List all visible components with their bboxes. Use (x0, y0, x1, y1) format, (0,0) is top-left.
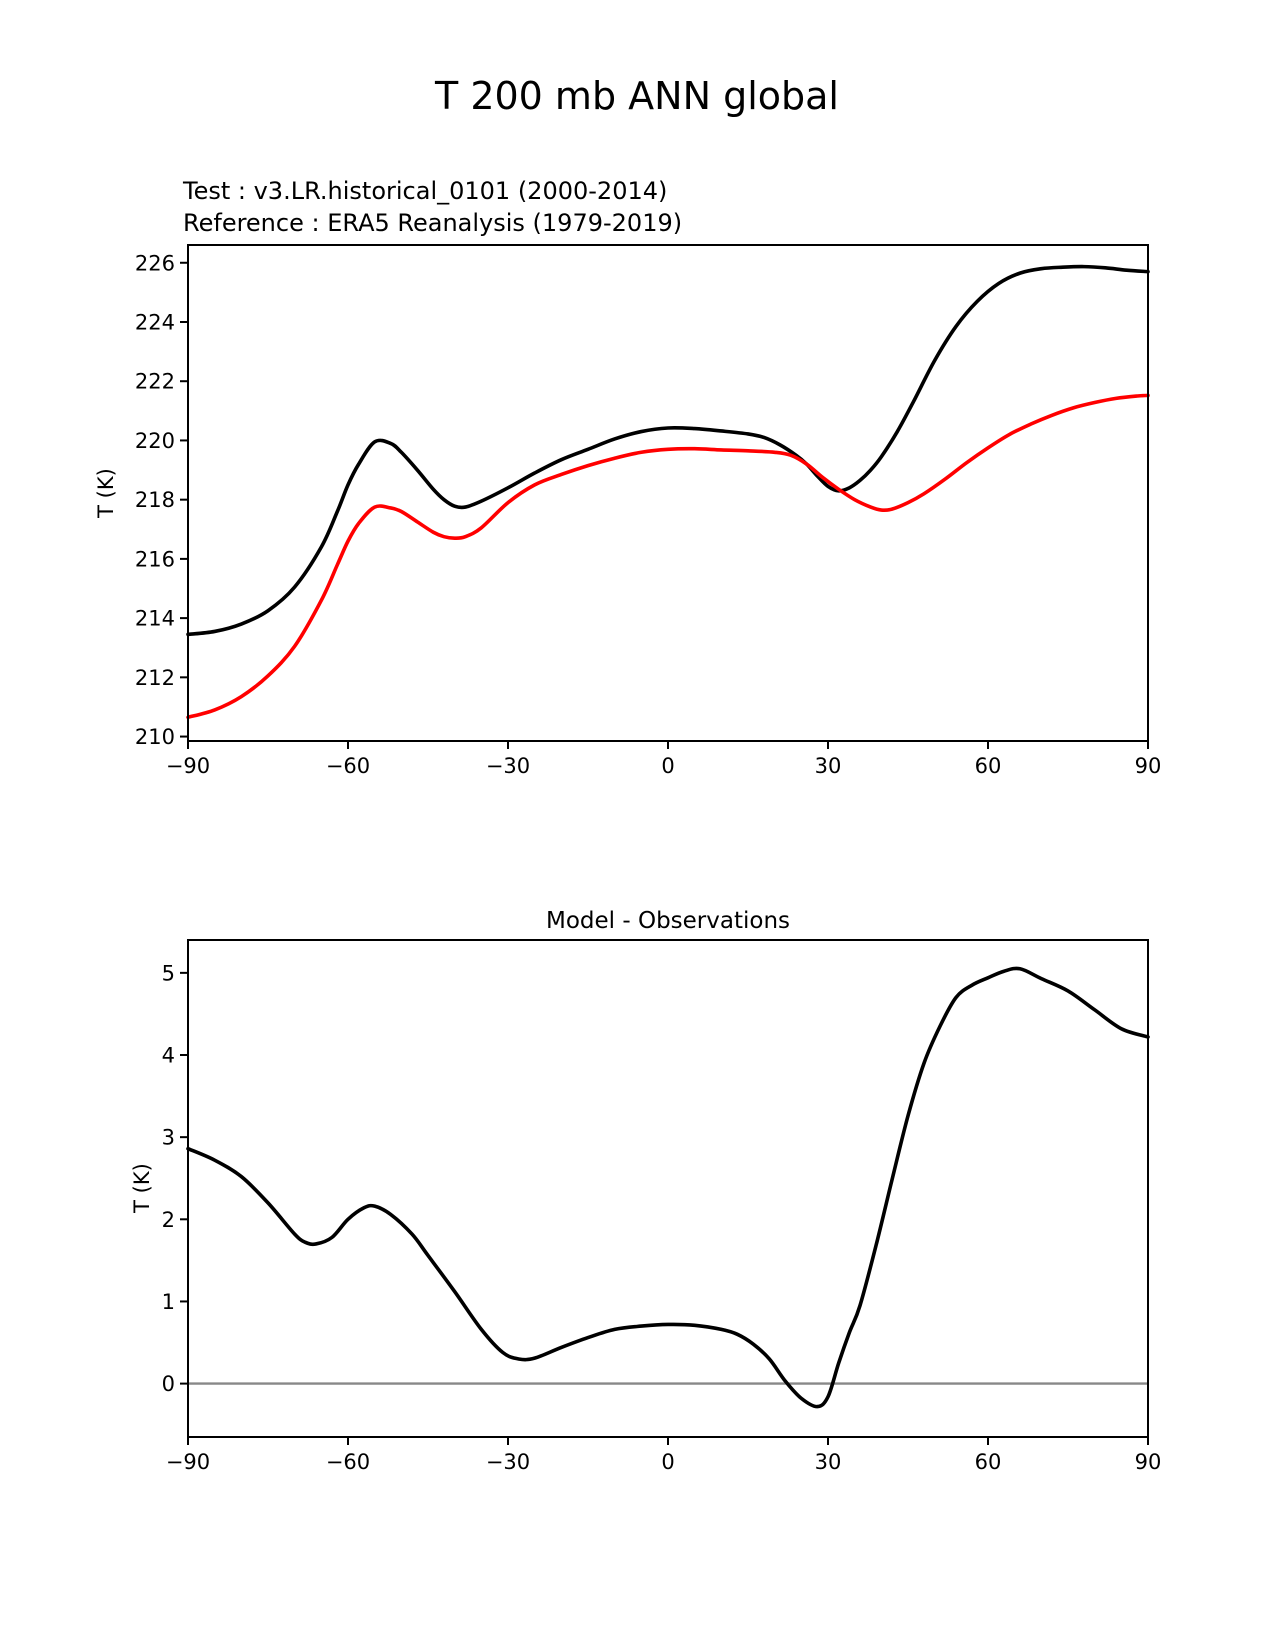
axes-frame (188, 940, 1148, 1437)
y-tick-label: 210 (134, 725, 175, 750)
y-tick-label: 218 (134, 488, 175, 513)
x-tick-label: 0 (661, 1450, 675, 1474)
y-tick-label: 0 (161, 1372, 175, 1397)
x-tick-label: −90 (165, 1450, 211, 1474)
legend-reference-label: Reference : ERA5 Reanalysis (1979-2019) (183, 209, 683, 237)
top-chart-plot-area (135, 245, 1161, 778)
x-tick-label: 30 (814, 754, 842, 778)
top-chart-ylabel: T (K) (94, 468, 118, 518)
x-tick-label: −90 (165, 754, 211, 778)
y-tick-label: 3 (161, 1125, 175, 1150)
axes-frame (188, 245, 1148, 741)
x-tick-label: −60 (325, 754, 371, 778)
y-tick-label: 226 (134, 251, 175, 276)
y-tick-label: 222 (134, 369, 175, 394)
bottom-chart-plot-area (162, 940, 1162, 1474)
x-tick-label: −60 (325, 1450, 371, 1474)
bottom-chart-ylabel: T (K) (130, 1163, 154, 1213)
bottom-chart-title: Model - Observations (545, 908, 791, 934)
y-tick-label: 4 (161, 1043, 175, 1068)
y-tick-label: 224 (134, 310, 175, 335)
x-tick-label: 90 (1134, 754, 1162, 778)
y-tick-label: 5 (161, 961, 175, 986)
series-line-1 (188, 395, 1148, 717)
series-line-0 (188, 968, 1148, 1406)
y-tick-label: 216 (134, 547, 175, 572)
x-tick-label: 0 (661, 754, 675, 778)
x-tick-label: −30 (485, 754, 531, 778)
x-tick-label: 90 (1134, 1450, 1162, 1474)
y-tick-label: 214 (134, 606, 175, 631)
x-tick-label: 60 (974, 1450, 1002, 1474)
figure-title: T 200 mb ANN global (435, 74, 839, 118)
y-tick-label: 2 (161, 1207, 175, 1232)
x-tick-label: 60 (974, 754, 1002, 778)
legend-test-label: Test : v3.LR.historical_0101 (2000-2014) (183, 177, 668, 205)
x-tick-label: 30 (814, 1450, 842, 1474)
y-tick-label: 212 (134, 665, 175, 690)
x-tick-label: −30 (485, 1450, 531, 1474)
y-tick-label: 220 (134, 428, 175, 453)
y-tick-label: 1 (161, 1289, 175, 1314)
